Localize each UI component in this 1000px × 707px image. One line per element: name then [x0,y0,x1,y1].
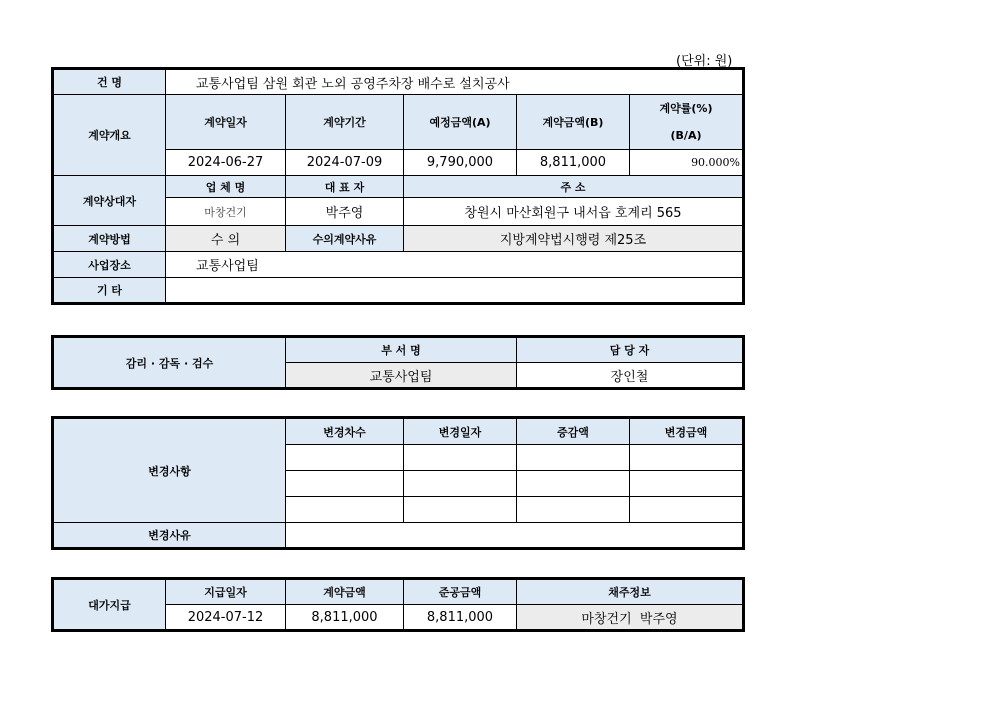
rep-label: 대 표 자 [286,176,404,198]
rate-label [630,95,744,150]
company-address: 창원시 마산회원구 내서읍 호계리 565 [404,198,744,226]
empty-cell [517,445,630,471]
manager-name: 장인철 [517,363,744,389]
dept-label: 부 서 명 [286,337,517,363]
empty-cell [517,497,630,523]
period-label: 계약기간 [286,95,404,150]
method-label: 계약방법 [53,226,166,252]
rate-label-line1: 계약률(%) [659,102,713,115]
representative: 박주영 [286,198,404,226]
empty-cell [404,471,517,497]
empty-cell [630,445,744,471]
payment-contract-amount-label: 계약금액 [286,579,404,605]
contract-title: 교통사업팀 삼원 회관 노외 공영주차장 배수로 설치공사 [166,69,744,95]
changes-label: 변경사항 [53,418,286,523]
contract-period: 2024-07-09 [286,150,404,176]
business-place: 교통사업팀 [166,252,744,278]
company-name: 마창건기 [166,198,286,226]
payment-contract-amount: 8,811,000 [286,605,404,631]
contract-amount: 8,811,000 [517,150,630,176]
empty-cell [286,471,404,497]
place-label: 사업장소 [53,252,166,278]
date-label: 계약일자 [166,95,286,150]
company-label: 업 체 명 [166,176,286,198]
contract-rate: 90.000% [630,150,744,176]
estimated-label: 예정금액(A) [404,95,517,150]
amount-label: 계약금액(B) [517,95,630,150]
empty-cell [630,471,744,497]
party-label: 계약상대자 [53,176,166,226]
empty-cell [286,497,404,523]
reason-label: 수의계약사유 [286,226,404,252]
supervision-label: 감리 · 감독 · 검수 [53,337,286,389]
change-order-header: 변경차수 [286,418,404,445]
address-label: 주 소 [404,176,744,198]
etc-value [166,278,744,304]
payment-completion-amount-label: 준공금액 [404,579,517,605]
contract-reason: 지방계약법시행령 제25조 [404,226,744,252]
unit-label: (단위: 원) [676,54,733,69]
empty-cell [404,497,517,523]
creditor-label: 채주정보 [517,579,744,605]
creditor-info: 마창건기 박주영 [517,605,744,631]
overview-label: 계약개요 [53,95,166,176]
supervision-table [51,335,745,390]
title-label: 건 명 [53,69,166,95]
payment-date-label: 지급일자 [166,579,286,605]
change-reason-value [286,523,744,549]
estimated-amount: 9,790,000 [404,150,517,176]
changes-table [51,416,745,550]
payment-label: 대가지급 [53,579,166,631]
change-date-header: 변경일자 [404,418,517,445]
payment-date: 2024-07-12 [166,605,286,631]
empty-cell [517,471,630,497]
change-delta-header: 증감액 [517,418,630,445]
change-reason-label: 변경사유 [53,523,286,549]
payment-table [51,577,745,632]
rate-label-line2: (B/A) [670,129,702,142]
dept-name: 교통사업팀 [286,363,517,389]
contract-date: 2024-06-27 [166,150,286,176]
empty-cell [630,497,744,523]
contract-table [51,67,745,305]
change-amount-header: 변경금액 [630,418,744,445]
contract-method: 수 의 [166,226,286,252]
payment-completion-amount: 8,811,000 [404,605,517,631]
manager-label: 담 당 자 [517,337,744,363]
empty-cell [404,445,517,471]
empty-cell [286,445,404,471]
etc-label: 기 타 [53,278,166,304]
